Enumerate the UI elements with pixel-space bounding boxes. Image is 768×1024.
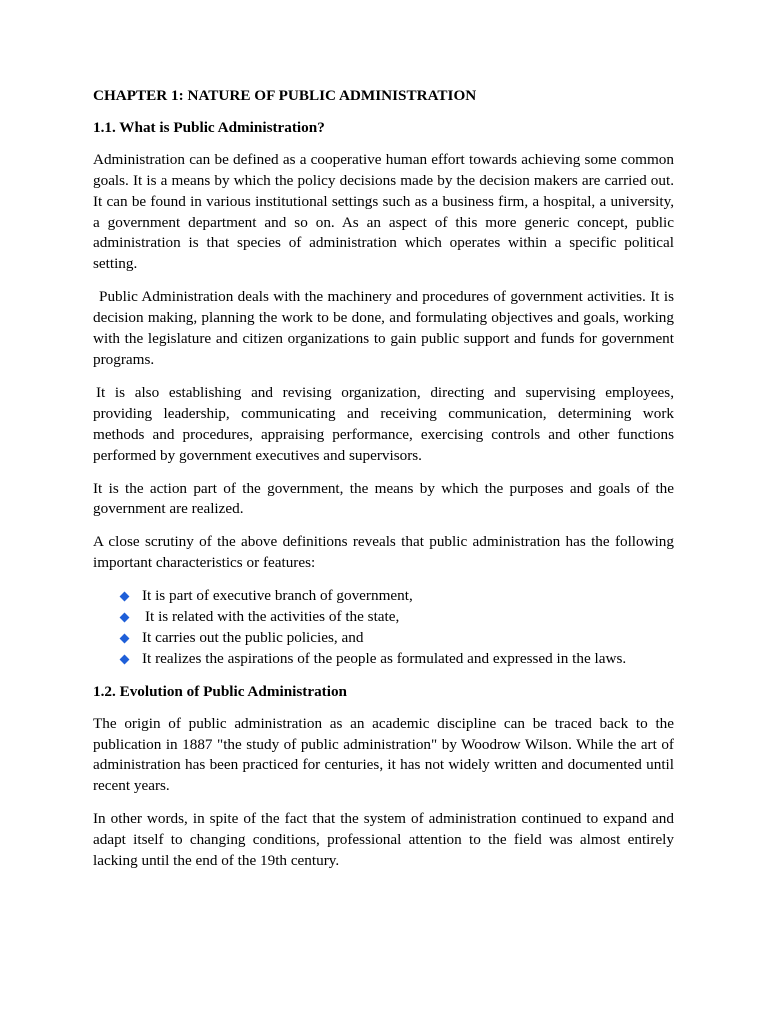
paragraph-action-part: It is the action part of the government, the means by which the purposes and goals of the government are realized. <box>93 479 674 518</box>
paragraph-close-scrutiny: A close scrutiny of the above definitions reveals that public administration has the following important characteristics or features: <box>93 533 674 572</box>
list-item <box>121 628 674 649</box>
paragraph-origin: The origin of public administration as an academic discipline can be traced back to the publication in 1887 "the study of public administration" by Woodrow Wilson. While the art of administration has been practiced for centuries, it has not widely written and documented until recent years. <box>93 714 674 795</box>
features-list <box>93 586 674 670</box>
list-item <box>121 607 674 628</box>
diamond-bullet-icon <box>120 654 130 664</box>
diamond-bullet-icon <box>120 592 130 602</box>
list-item <box>121 586 674 607</box>
feature-text: It is part of executive branch of government, <box>142 587 413 605</box>
paragraph-revising-organization: It is also establishing and revising organization, directing and supervising employees, providing leadership, communicating and receiving communication, determining work methods and procedures, appraising performance, exercising controls and other functions performed by government executives and supervisors. <box>93 383 674 464</box>
document-page <box>93 86 674 884</box>
section-heading-evolution: 1.2. Evolution of Public Administration <box>93 682 348 700</box>
feature-text: It is related with the activities of the state, <box>145 608 400 626</box>
feature-text: It realizes the aspirations of the people as formulated and expressed in the laws. <box>142 649 627 667</box>
diamond-bullet-icon <box>120 613 130 623</box>
diamond-bullet-icon <box>120 633 130 643</box>
feature-text: It carries out the public policies, and <box>142 628 364 646</box>
chapter-title: CHAPTER 1: NATURE OF PUBLIC ADMINISTRATION <box>93 87 477 104</box>
section-heading-what-is-public-administration: 1.1. What is Public Administration? <box>93 118 325 136</box>
list-item <box>121 649 674 670</box>
paragraph-machinery-procedures: Public Administration deals with the machinery and procedures of government activities. It is decision making, planning the work to be done, and formulating objectives and goals, working with the legislature and citizen organizations to gain public support and funds for government programs. <box>93 288 674 368</box>
paragraph-other-words: In other words, in spite of the fact that the system of administration continued to expand and adapt itself to changing conditions, professional attention to the field was almost entirely lacking until the end of the 19th century. <box>93 810 674 870</box>
paragraph-administration-definition: Administration can be defined as a cooperative human effort towards achieving some common goals. It is a means by which the policy decisions made by the decision makers are carried out. It can be found in various institutional settings such as a business firm, a hospital, a university, a government department and so on. As an aspect of this more generic concept, public administration is that species of administration which operates within a specific political setting. <box>93 150 674 273</box>
